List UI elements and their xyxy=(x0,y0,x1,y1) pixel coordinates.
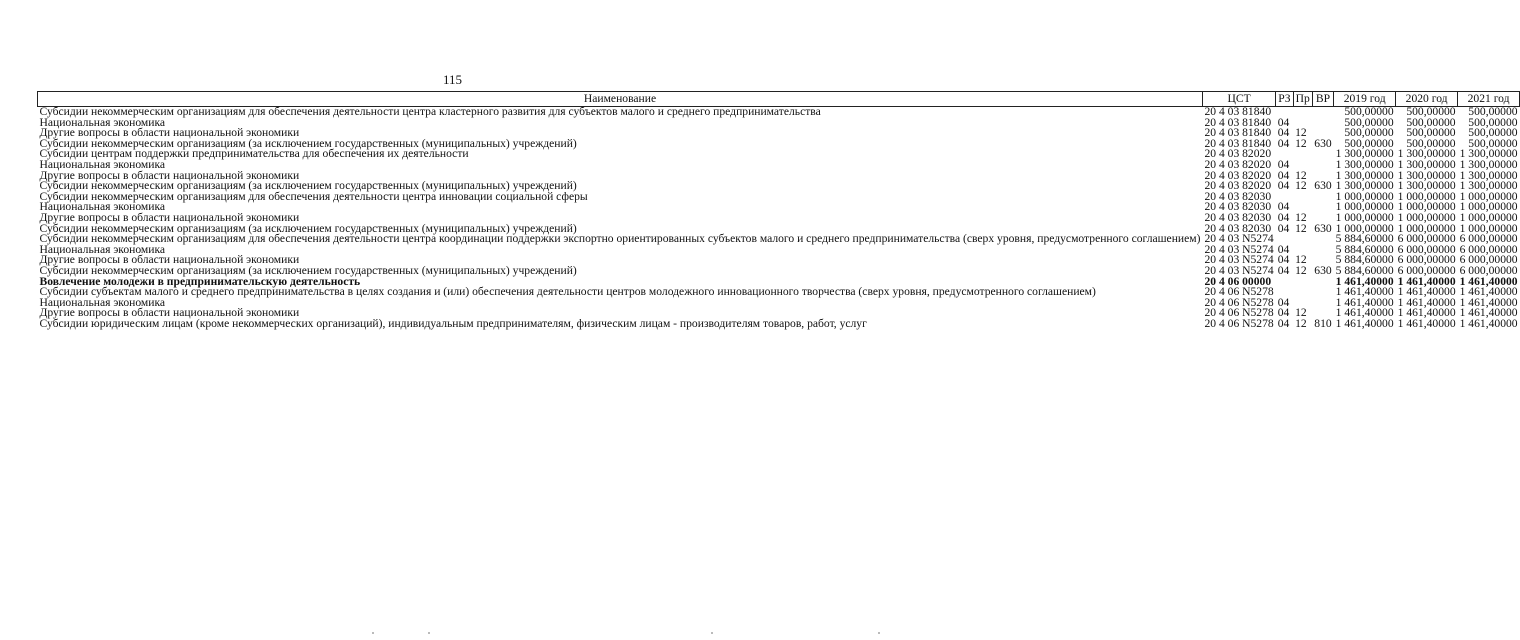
header-2020: 2020 год xyxy=(1396,92,1458,107)
cell-name: Другие вопросы в области национальной экономики xyxy=(39,253,300,267)
cell-y2019: 500,00000 xyxy=(1344,136,1394,150)
cell-y2021: 500,00000 xyxy=(1468,105,1518,118)
cell-y2020: 1 461,40000 xyxy=(1397,316,1456,330)
cell-y2020: 6 000,00000 xyxy=(1397,263,1456,277)
cell-y2019: 1 461,40000 xyxy=(1335,285,1394,299)
cell-y2020: 1 000,00000 xyxy=(1397,200,1456,214)
cell-vr xyxy=(1312,160,1333,171)
cell-y2019: 5 884,60000 xyxy=(1335,253,1394,267)
header-cst: ЦСТ xyxy=(1202,92,1275,107)
cell-y2019: 5 884,60000 xyxy=(1335,263,1394,277)
cell-cst: 20 4 03 82020 xyxy=(1204,147,1272,161)
cell-y2019: 1 461,40000 xyxy=(1335,274,1394,288)
cell-vr xyxy=(1312,234,1333,245)
table-row xyxy=(38,319,1520,330)
cell-vr: 630 xyxy=(1314,136,1332,150)
cell-y2019: 1 461,40000 xyxy=(1335,295,1394,309)
cell-cst: 20 4 06 N5278 xyxy=(1204,285,1274,299)
cell-y2020: 1 300,00000 xyxy=(1397,147,1456,161)
cell-vr xyxy=(1312,118,1333,129)
cell-pr: 12 xyxy=(1295,126,1307,140)
cell-vr xyxy=(1312,287,1333,298)
table-row xyxy=(38,192,1520,203)
cell-vr: 630 xyxy=(1314,263,1332,277)
table-row xyxy=(38,287,1520,298)
cell-name: Вовлечение молодежи в предпринимательскую деятельность xyxy=(39,274,361,288)
cell-y2021: 1 300,00000 xyxy=(1459,157,1518,171)
cell-y2021: 6 000,00000 xyxy=(1459,263,1518,277)
cell-rz: 04 xyxy=(1277,242,1290,256)
cell-y2020: 500,00000 xyxy=(1406,136,1456,150)
cell-cst: 20 4 03 N5274 xyxy=(1204,263,1274,277)
cell-name: Субсидии некоммерческим организациям (за исключением государственных (муниципальных) учреждений) xyxy=(39,263,577,277)
cell-cst: 20 4 03 82020 xyxy=(1204,157,1272,171)
cell-vr xyxy=(1312,202,1333,213)
cell-vr xyxy=(1312,149,1333,160)
cell-pr: 12 xyxy=(1295,306,1307,320)
cell-y2020: 1 300,00000 xyxy=(1397,179,1456,193)
cell-y2021: 1 000,00000 xyxy=(1459,200,1518,214)
cell-vr: 630 xyxy=(1314,221,1332,235)
cell-y2021: 1 461,40000 xyxy=(1459,316,1518,330)
cell-y2020: 500,00000 xyxy=(1406,105,1456,118)
cell-y2021: 1 000,00000 xyxy=(1459,210,1518,224)
scan-speck xyxy=(878,632,880,634)
cell-y2020: 1 000,00000 xyxy=(1397,221,1456,235)
cell-name: Субсидии некоммерческим организациям (за исключением государственных (муниципальных) учреждений) xyxy=(39,179,577,193)
cell-y2019: 5 884,60000 xyxy=(1335,232,1394,246)
cell-y2019: 1 461,40000 xyxy=(1335,306,1394,320)
cell-rz: 04 xyxy=(1277,210,1290,224)
scan-specks xyxy=(0,632,905,636)
cell-cst: 20 4 03 82030 xyxy=(1204,210,1272,224)
cell-pr: 12 xyxy=(1295,210,1307,224)
cell-name: Национальная экономика xyxy=(39,157,166,171)
cell-cst: 20 4 03 N5274 xyxy=(1204,253,1274,267)
header-name: Наименование xyxy=(38,92,1203,107)
cell-rz: 04 xyxy=(1277,306,1290,320)
cell-vr xyxy=(1312,245,1333,256)
cell-y2021: 1 000,00000 xyxy=(1459,221,1518,235)
cell-name: Другие вопросы в области национальной экономики xyxy=(39,306,300,320)
cell-name: Национальная экономика xyxy=(39,295,166,309)
cell-name: Субсидии некоммерческим организациям для обеспечения деятельности центра координации поддержки экспортно ориентированных субъектов малого и среднего предпринимательства (сверх уровня, предусмотренного соглашением) xyxy=(39,232,1201,246)
cell-cst: 20 4 03 82020 xyxy=(1204,179,1272,193)
cell-name: Субсидии субъектам малого и среднего предпринимательства в целях создания и (или) обеспечения деятельности центров молодежного инновационного творчества (сверх уровня, предусмотренного соглашением) xyxy=(39,285,1096,299)
cell-y2020: 1 461,40000 xyxy=(1397,295,1456,309)
cell-name: Национальная экономика xyxy=(39,115,166,129)
cell-pr xyxy=(1293,277,1312,288)
cell-y2021: 1 300,00000 xyxy=(1459,168,1518,182)
cell-y2019: 1 000,00000 xyxy=(1335,221,1394,235)
cell-rz: 04 xyxy=(1277,316,1290,330)
cell-cst: 20 4 03 82030 xyxy=(1204,189,1272,203)
cell-pr: 12 xyxy=(1295,263,1307,277)
cell-y2021: 1 000,00000 xyxy=(1459,189,1518,203)
cell-y2020: 1 300,00000 xyxy=(1397,168,1456,182)
cell-cst: 20 4 06 N5278 xyxy=(1204,316,1274,330)
budget-table xyxy=(37,91,1520,329)
cell-name: Другие вопросы в области национальной экономики xyxy=(39,168,300,182)
cell-y2020: 500,00000 xyxy=(1406,126,1456,140)
cell-y2020: 1 461,40000 xyxy=(1397,306,1456,320)
cell-rz: 04 xyxy=(1277,136,1290,150)
cell-y2020: 6 000,00000 xyxy=(1397,242,1456,256)
cell-y2019: 1 300,00000 xyxy=(1335,179,1394,193)
cell-pr xyxy=(1293,107,1312,118)
cell-name: Субсидии некоммерческим организациям для обеспечения деятельности центра инновации социальной сферы xyxy=(39,189,588,203)
scan-speck xyxy=(428,632,430,634)
cell-y2019: 500,00000 xyxy=(1344,105,1394,118)
header-vr: ВР xyxy=(1312,92,1333,107)
header-rz: РЗ xyxy=(1276,92,1293,107)
cell-rz: 04 xyxy=(1277,221,1290,235)
scan-speck xyxy=(372,632,374,634)
cell-vr xyxy=(1312,107,1333,118)
cell-y2021: 500,00000 xyxy=(1468,136,1518,150)
cell-rz: 04 xyxy=(1277,179,1290,193)
cell-y2019: 500,00000 xyxy=(1344,126,1394,140)
table-body xyxy=(38,107,1520,330)
cell-cst: 20 4 03 82030 xyxy=(1204,200,1272,214)
cell-y2019: 1 000,00000 xyxy=(1335,189,1394,203)
cell-name: Субсидии некоммерческим организациям для обеспечения деятельности центра кластерного развития для субъектов малого и среднего предпринимательства xyxy=(39,105,821,118)
cell-y2019: 1 300,00000 xyxy=(1335,147,1394,161)
cell-y2020: 1 461,40000 xyxy=(1397,274,1456,288)
cell-rz: 04 xyxy=(1277,157,1290,171)
cell-pr: 12 xyxy=(1295,136,1307,150)
page-number: 115 xyxy=(442,72,463,87)
cell-cst: 20 4 03 81840 xyxy=(1204,115,1272,129)
cell-rz xyxy=(1276,277,1293,288)
cell-cst: 20 4 03 82020 xyxy=(1204,168,1272,182)
cell-name: Субсидии центрам поддержки предпринимательства для обеспечения их деятельности xyxy=(39,147,469,161)
cell-y2021: 500,00000 xyxy=(1468,115,1518,129)
table-row xyxy=(38,149,1520,160)
cell-name: Национальная экономика xyxy=(39,200,166,214)
cell-pr: 12 xyxy=(1295,168,1307,182)
cell-cst: 20 4 06 N5278 xyxy=(1204,306,1274,320)
table-row xyxy=(38,107,1520,118)
cell-y2021: 1 300,00000 xyxy=(1459,179,1518,193)
cell-y2021: 1 461,40000 xyxy=(1459,274,1518,288)
cell-pr xyxy=(1293,149,1312,160)
cell-y2021: 1 461,40000 xyxy=(1459,285,1518,299)
cell-cst: 20 4 06 N5278 xyxy=(1204,295,1274,309)
cell-pr: 12 xyxy=(1295,316,1307,330)
cell-name: Другие вопросы в области национальной экономики xyxy=(39,126,300,140)
cell-y2021: 6 000,00000 xyxy=(1459,253,1518,267)
cell-pr: 12 xyxy=(1295,253,1307,267)
cell-rz: 04 xyxy=(1277,126,1290,140)
cell-y2019: 1 461,40000 xyxy=(1335,316,1394,330)
cell-rz: 04 xyxy=(1277,295,1290,309)
cell-y2019: 1 000,00000 xyxy=(1335,200,1394,214)
cell-cst: 20 4 03 81840 xyxy=(1204,126,1272,140)
cell-pr: 12 xyxy=(1295,221,1307,235)
cell-y2020: 1 461,40000 xyxy=(1397,285,1456,299)
scan-speck xyxy=(711,632,713,634)
cell-y2021: 6 000,00000 xyxy=(1459,242,1518,256)
cell-cst: 20 4 03 N5274 xyxy=(1204,232,1274,246)
cell-pr: 12 xyxy=(1295,179,1307,193)
cell-y2020: 1 000,00000 xyxy=(1397,210,1456,224)
cell-y2019: 1 300,00000 xyxy=(1335,157,1394,171)
cell-rz: 04 xyxy=(1277,115,1290,129)
cell-vr xyxy=(1312,298,1333,309)
cell-y2019: 1 000,00000 xyxy=(1335,210,1394,224)
cell-y2021: 1 461,40000 xyxy=(1459,295,1518,309)
cell-y2020: 500,00000 xyxy=(1406,115,1456,129)
cell-name: Субсидии некоммерческим организациям (за исключением государственных (муниципальных) учреждений) xyxy=(39,136,577,150)
header-pr: Пр xyxy=(1293,92,1312,107)
cell-name: Субсидии некоммерческим организациям (за исключением государственных (муниципальных) учреждений) xyxy=(39,221,577,235)
cell-vr: 810 xyxy=(1314,316,1332,330)
cell-cst: 20 4 03 N5274 xyxy=(1204,242,1274,256)
cell-cst: 20 4 03 82030 xyxy=(1204,221,1272,235)
cell-y2021: 500,00000 xyxy=(1468,126,1518,140)
cell-vr: 630 xyxy=(1314,179,1332,193)
cell-y2019: 5 884,60000 xyxy=(1335,242,1394,256)
cell-cst: 20 4 03 81840 xyxy=(1204,105,1272,118)
cell-y2021: 1 300,00000 xyxy=(1459,147,1518,161)
cell-name: Другие вопросы в области национальной экономики xyxy=(39,210,300,224)
cell-y2021: 1 461,40000 xyxy=(1459,306,1518,320)
cell-y2020: 6 000,00000 xyxy=(1397,253,1456,267)
header-2019: 2019 год xyxy=(1334,92,1396,107)
table-row xyxy=(38,234,1520,245)
cell-y2020: 6 000,00000 xyxy=(1397,232,1456,246)
cell-pr xyxy=(1293,234,1312,245)
cell-rz: 04 xyxy=(1277,253,1290,267)
cell-pr xyxy=(1293,192,1312,203)
cell-y2020: 1 000,00000 xyxy=(1397,189,1456,203)
cell-y2021: 6 000,00000 xyxy=(1459,232,1518,246)
cell-rz: 04 xyxy=(1277,263,1290,277)
cell-y2019: 500,00000 xyxy=(1344,115,1394,129)
cell-vr xyxy=(1312,277,1333,288)
cell-rz: 04 xyxy=(1277,168,1290,182)
cell-cst: 20 4 03 81840 xyxy=(1204,136,1272,150)
header-2021: 2021 год xyxy=(1458,92,1520,107)
cell-vr xyxy=(1312,192,1333,203)
cell-y2019: 1 300,00000 xyxy=(1335,168,1394,182)
cell-y2020: 1 300,00000 xyxy=(1397,157,1456,171)
cell-name: Субсидии юридическим лицам (кроме некоммерческих организаций), индивидуальным предпринимателям, физическим лицам - производителям товаров, работ, услуг xyxy=(39,316,867,330)
cell-pr xyxy=(1293,287,1312,298)
cell-name: Национальная экономика xyxy=(39,242,166,256)
cell-cst: 20 4 06 00000 xyxy=(1204,274,1272,288)
cell-rz: 04 xyxy=(1277,200,1290,214)
